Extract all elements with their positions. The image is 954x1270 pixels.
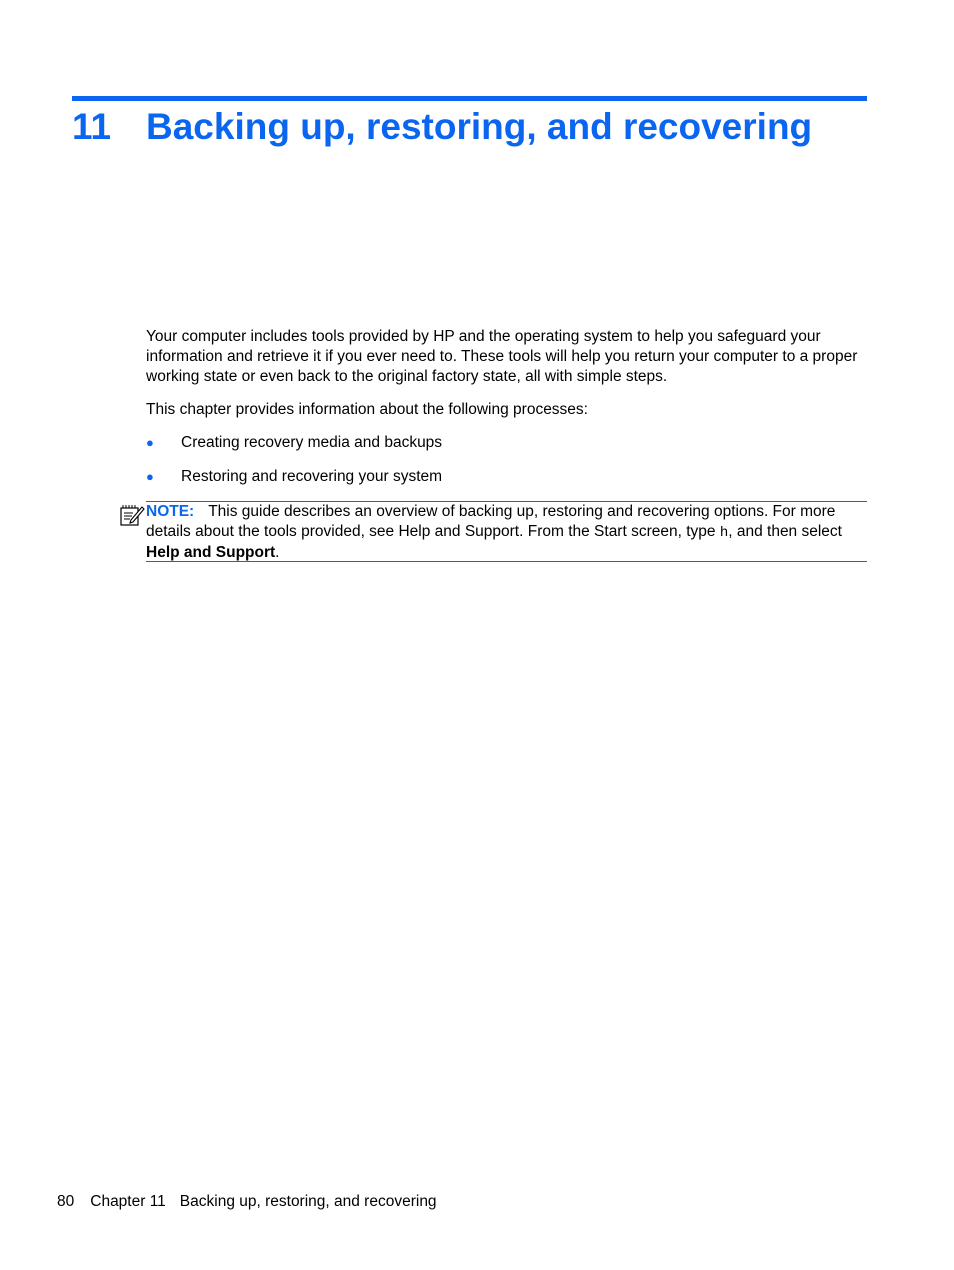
chapter-title-text: Backing up, restoring, and recovering xyxy=(146,106,813,147)
note-box xyxy=(146,501,867,562)
note-text xyxy=(146,502,867,563)
intro-paragraph: Your computer includes tools provided by HP and the operating system to help you safeguard your information and retrieve it if you ever need to. These tools will help you return your computer to a proper working state or even back to the original factory state, all with simple steps. xyxy=(146,328,858,385)
note-body: This guide describes an overview of backing up, restoring and recovering options. For more details about the tools provided, see Help and Support. From the Start screen, type xyxy=(146,503,836,540)
chapter-number: 11 xyxy=(72,106,112,147)
list-item-text: Creating recovery media and backups xyxy=(181,434,443,451)
footer-chapter-ref: Chapter 11 xyxy=(90,1193,166,1210)
footer-chapter-title: Backing up, restoring, and recovering xyxy=(179,1193,437,1210)
process-list xyxy=(146,433,442,501)
lead-paragraph: This chapter provides information about the following processes: xyxy=(146,401,588,418)
note-label: NOTE: xyxy=(146,503,195,520)
note-code: h xyxy=(719,525,729,541)
page-footer xyxy=(57,1192,437,1212)
note-icon xyxy=(119,503,145,527)
list-item xyxy=(146,467,442,501)
bullet-icon: ● xyxy=(146,435,154,450)
chapter-title xyxy=(72,106,812,148)
note-end: . xyxy=(275,544,280,561)
note-body-continued: , and then select xyxy=(728,523,842,540)
bullet-icon: ● xyxy=(146,469,154,484)
page-number: 80 xyxy=(57,1193,75,1210)
help-and-support-term: Help and Support xyxy=(146,544,276,561)
chapter-rule xyxy=(72,96,867,101)
list-item-text: Restoring and recovering your system xyxy=(181,468,443,485)
list-item xyxy=(146,433,442,467)
